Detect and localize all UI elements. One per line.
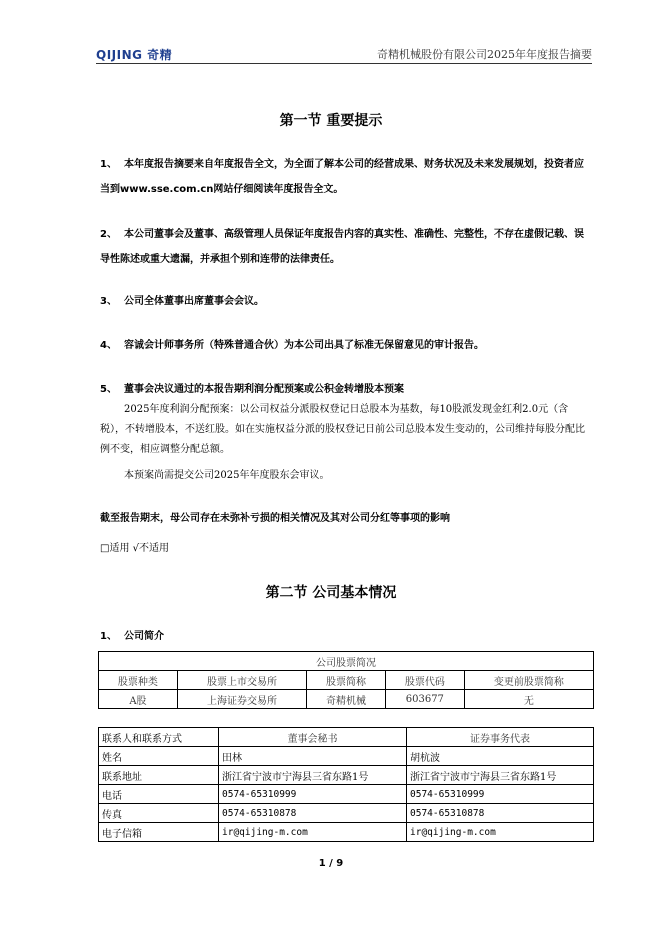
item-number: 1、 — [100, 631, 117, 642]
table-header: 股票简称 — [307, 671, 386, 690]
table-cell: 姓名 — [99, 747, 219, 766]
notice-item-5 — [100, 377, 592, 402]
item-text: 本公司董事会及董事、高级管理人员保证年度报告内容的真实性、准确性、完整性，不存在虚假记载、误导性陈述或重大遗漏，并承担个别和连带的法律责任。 — [100, 229, 584, 265]
header-title: 奇精机械股份有限公司2025年年度报告摘要 — [377, 48, 592, 61]
table-header: 变更前股票简称 — [464, 671, 593, 690]
notice-item-4 — [100, 333, 592, 358]
company-logo: QIJING 奇精 — [96, 48, 173, 62]
notice-item-2 — [100, 222, 592, 272]
page-header — [96, 44, 592, 64]
table-cell: 浙江省宁波市宁海县三省东路1号 — [219, 766, 407, 785]
table-header: 股票种类 — [99, 671, 178, 690]
table-cell: 0574-65310878 — [219, 804, 407, 823]
section1-title: 第一节 重要提示 — [279, 113, 383, 129]
item-text: 容诚会计师事务所（特殊普通合伙）为本公司出具了标准无保留意见的审计报告。 — [124, 340, 484, 351]
table-cell: 0574-65310999 — [219, 785, 407, 804]
email-link[interactable]: ir@qijing-m.com — [407, 823, 594, 842]
profit-distribution-paragraph: 2025年度利润分配预案：以公司权益分派股权登记日总股本为基数，每10股派发现金红利2.0元（含税），不转增股本，不送红股。如在实施权益分派的股权登记日前公司总股本发生变动的，公司维持每股分配比例不变，相应调整分配总额。 — [100, 404, 585, 455]
item-text: 董事会决议通过的本报告期利润分配预案或公积金转增股本预案 — [124, 384, 404, 395]
item-text: 公司简介 — [124, 631, 164, 642]
table-header: 股票上市交易所 — [177, 671, 306, 690]
table-header: 股票代码 — [385, 671, 464, 690]
item-number: 3、 — [100, 296, 117, 307]
table-cell: 联系地址 — [99, 766, 219, 785]
section2-title: 第二节 公司基本情况 — [265, 585, 397, 601]
item-number: 2、 — [100, 229, 117, 240]
loss-applicability-choice: □适用 √不适用 — [100, 543, 169, 554]
item-number: 4、 — [100, 340, 117, 351]
notice-item-1 — [100, 152, 592, 202]
table-cell: 0574-65310999 — [407, 785, 594, 804]
loss-impact-title: 截至报告期末，母公司存在未弥补亏损的相关情况及其对公司分红等事项的影响 — [100, 513, 450, 524]
table-header: 董事会秘书 — [219, 728, 407, 747]
item-text: 本年度报告摘要来自年度报告全文，为全面了解本公司的经营成果、财务状况及未来发展规划，投资者应当到www.sse.com.cn网站仔细阅读年度报告全文。 — [100, 159, 584, 195]
table-header: 联系人和联系方式 — [99, 728, 219, 747]
company-profile-heading — [100, 624, 592, 649]
table-cell: 胡杭波 — [407, 747, 594, 766]
stock-info-table — [98, 651, 594, 709]
table-cell: 无 — [464, 690, 593, 709]
table-cell: 浙江省宁波市宁海县三省东路1号 — [407, 766, 594, 785]
table-cell: 奇精机械 — [307, 690, 386, 709]
table-cell: 田林 — [219, 747, 407, 766]
table-cell: 0574-65310878 — [407, 804, 594, 823]
table-cell: A股 — [99, 690, 178, 709]
notice-item-3 — [100, 289, 592, 314]
table-header: 证券事务代表 — [407, 728, 594, 747]
table-cell: 上海证券交易所 — [177, 690, 306, 709]
table-cell: 603677 — [385, 690, 464, 709]
table-cell: 电话 — [99, 785, 219, 804]
email-link[interactable]: ir@qijing-m.com — [219, 823, 407, 842]
item-number: 1、 — [100, 159, 117, 170]
contact-info-table — [98, 727, 594, 842]
page-number: 1 / 9 — [318, 858, 344, 869]
item-text: 公司全体董事出席董事会会议。 — [124, 296, 264, 307]
table-caption: 公司股票简况 — [99, 652, 594, 671]
table-cell: 传真 — [99, 804, 219, 823]
item-number: 5、 — [100, 384, 117, 395]
table-cell: 电子信箱 — [99, 823, 219, 842]
approval-paragraph: 本预案尚需提交公司2025年年度股东会审议。 — [124, 470, 330, 481]
